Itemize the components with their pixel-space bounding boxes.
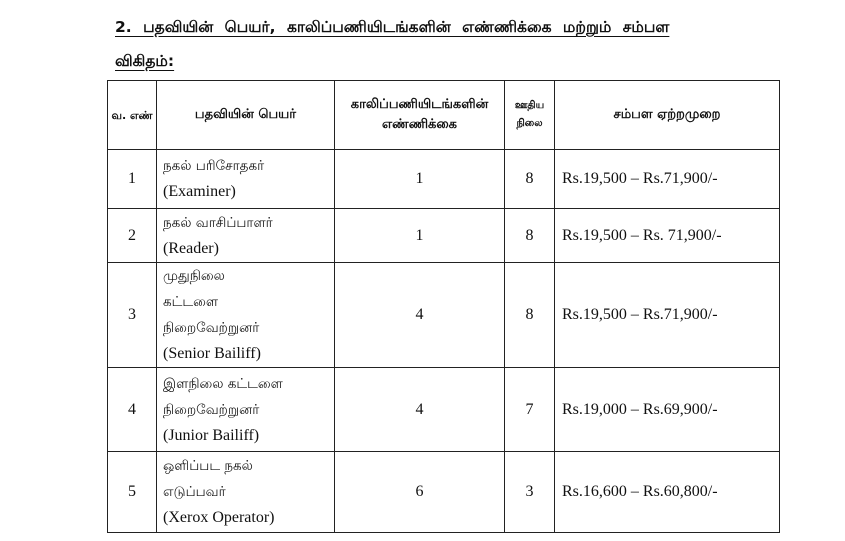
row-pay-level: 8	[505, 209, 555, 263]
row-post-name	[157, 263, 335, 368]
section-heading-line-1: 2. பதவியின் பெயர், காலிப்பணியிடங்களின் எண்ணிக்கை மற்றும் சம்பள	[115, 18, 670, 36]
section-heading-line-2: விகிதம்:	[115, 52, 175, 70]
post-name-tamil: நிறைவேற்றுனர்	[163, 320, 260, 336]
row-serial-number: 1	[108, 150, 157, 209]
row-post-name	[157, 150, 335, 209]
row-pay-level: 8	[505, 263, 555, 368]
posts-table	[107, 80, 780, 533]
header-pay-scale: சம்பள ஏற்றமுறை	[555, 81, 780, 150]
post-name-english: (Examiner)	[163, 183, 236, 200]
row-post-name	[157, 368, 335, 452]
table-row	[108, 263, 780, 368]
row-vacancies: 4	[335, 263, 505, 368]
row-pay-scale: Rs.19,500 – Rs. 71,900/-	[555, 209, 780, 263]
table-row	[108, 452, 780, 533]
row-pay-level: 7	[505, 368, 555, 452]
row-pay-level: 3	[505, 452, 555, 533]
header-post-name: பதவியின் பெயர்	[157, 81, 335, 150]
row-vacancies: 1	[335, 209, 505, 263]
post-name-tamil: நகல் வாசிப்பாளர்	[163, 214, 273, 231]
table-row	[108, 209, 780, 263]
post-name-english: (Xerox Operator)	[163, 509, 275, 526]
row-pay-scale: Rs.16,600 – Rs.60,800/-	[555, 452, 780, 533]
row-serial-number: 2	[108, 209, 157, 263]
row-serial-number: 5	[108, 452, 157, 533]
row-serial-number: 3	[108, 263, 157, 368]
post-name-english: (Junior Bailiff)	[163, 426, 260, 444]
header-pay-level: ஊதிய நிலை	[505, 81, 555, 150]
table-row	[108, 368, 780, 452]
post-name-tamil: நகல் பரிசோதகர்	[163, 158, 265, 174]
header-serial-number: வ. எண்	[108, 81, 157, 150]
post-name-tamil: எடுப்பவர்	[163, 484, 226, 500]
row-post-name	[157, 209, 335, 263]
row-post-name	[157, 452, 335, 533]
post-name-english: (Senior Bailiff)	[163, 345, 261, 362]
row-serial-number: 4	[108, 368, 157, 452]
section-heading	[115, 10, 765, 78]
row-vacancies: 4	[335, 368, 505, 452]
post-name-tamil: நிறைவேற்றுனர்	[163, 401, 260, 418]
row-vacancies: 6	[335, 452, 505, 533]
row-pay-scale: Rs.19,500 – Rs.71,900/-	[555, 150, 780, 209]
post-name-tamil: இளநிலை கட்டளை	[163, 375, 283, 392]
table-row	[108, 150, 780, 209]
row-pay-scale: Rs.19,000 – Rs.69,900/-	[555, 368, 780, 452]
post-name-tamil: ஒளிப்பட நகல்	[163, 458, 253, 474]
row-pay-level: 8	[505, 150, 555, 209]
post-name-tamil: முதுநிலை	[163, 268, 225, 284]
post-name-english: (Reader)	[163, 239, 219, 257]
row-vacancies: 1	[335, 150, 505, 209]
table-header-row	[108, 81, 780, 150]
row-pay-scale: Rs.19,500 – Rs.71,900/-	[555, 263, 780, 368]
header-vacancies: காலிப்பணியிடங்களின் எண்ணிக்கை	[335, 81, 505, 150]
post-name-tamil: கட்டளை	[163, 294, 219, 310]
